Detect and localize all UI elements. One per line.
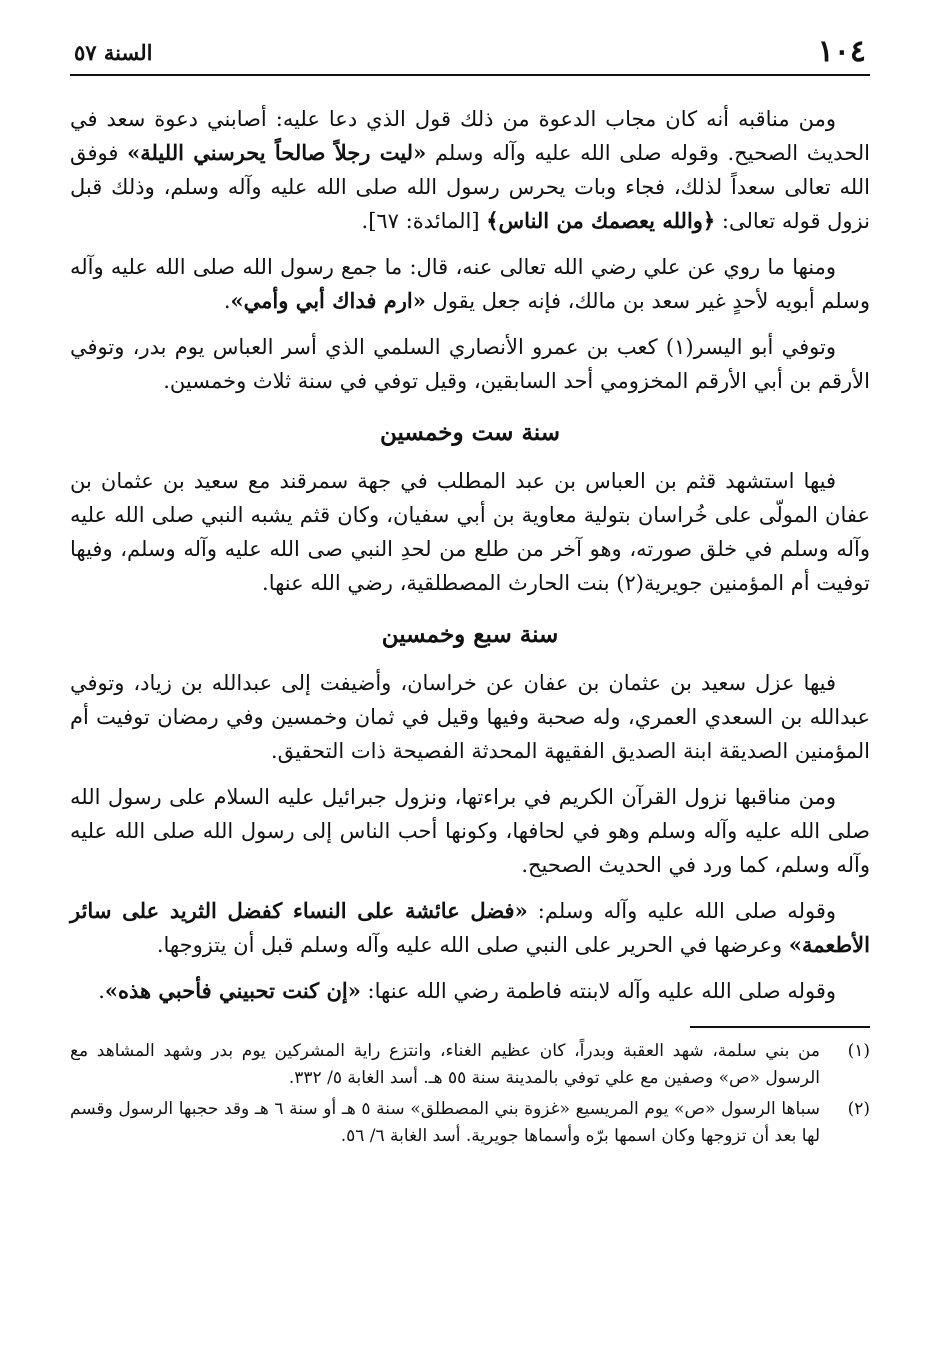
text-run: فيها عزل سعيد بن عثمان بن عفان عن خراسان، وأضيفت إلى عبدالله بن زياد، وتوفي عبدالله بن السعدي العمري، وله صحبة وفيها وقيل في ثمان وخمسين وفي رمضان توفيت أم المؤمنين الصديقة ابنة الصديق الفقيهة المحدثة الفصيحة ذات التحقيق. (70, 671, 870, 763)
book-page (70, 28, 870, 1154)
text-run: . (223, 289, 231, 313)
text-run: وقوله صلى الله عليه وآله وسلم: (527, 899, 836, 923)
text-run: وقوله صلى الله عليه وآله لابنته فاطمة رضي الله عنها: (360, 979, 836, 1003)
paragraph (70, 974, 870, 1008)
running-header (70, 28, 870, 72)
footnote-marker: (٢) (847, 1099, 870, 1119)
footnote-text: سباها الرسول «ص» يوم المريسيع «غزوة بني المصطلق» سنة ٥ هـ أو سنة ٦ هـ وقد حجبها الرسول وقسم لها بعد أن تزوجها وكان اسمها برّه وأسماها جويرية. أسد الغابة ٦/ ٥٦. (70, 1099, 821, 1146)
text-run: وعرضها في الحرير على النبي صلى الله عليه وآله وسلم قبل أن يتزوجها. (156, 933, 789, 957)
paragraph (70, 102, 870, 238)
header-rule (70, 74, 870, 76)
text-run: فيها استشهد قثم بن العباس بن عبد المطلب في جهة سمرقند مع سعيد بن عثمان بن عفان المولّى على خُراسان بتولية معاوية بن أبي سفيان، وكان قثم يشبه النبي صلى الله عليه وآله وسلم في خلق صورته، وهو آخر من طلع من لحدِ النبي صى الله عليه وآله وسلم، وفيها توفيت أم المؤمنين جويرية(٢) بنت الحارث المصطلقية، رضي الله عنها. (70, 469, 870, 595)
quoted-hadith: «ليت رجلاً صالحاً يحرسني الليلة» (127, 140, 427, 165)
text-run: ومنها ما روي عن علي رضي الله تعالى عنه، قال: ما جمع رسول الله صلى الله عليه وآله وسلم أبويه لأحدٍ غير سعد بن مالك، فإنه جعل يقول (70, 255, 870, 313)
text-run: وتوفي أبو اليسر(١) كعب بن عمرو الأنصاري السلمي الذي أسر العباس يوم بدر، وتوفي الأرقم بن أبي الأرقم المخزومي أحد السابقين، وقيل توفي في سنة ثلاث وخمسين. (70, 335, 870, 393)
footnote (70, 1038, 870, 1092)
section-heading: سنة سبع وخمسين (381, 621, 559, 648)
text-run: . (98, 979, 105, 1003)
page-number: ١٠٤ (817, 34, 866, 69)
text-run: ومن مناقبه أنه كان مجاب الدعوة من ذلك قول الذي دعا عليه: أصابني دعوة سعد في الحديث الصحيح. وقوله صلى الله عليه وآله وسلم (70, 107, 870, 165)
quoted-hadith: «ارم فداك أبي وأمي» (230, 288, 426, 313)
paragraph (70, 250, 870, 318)
footnote-rule (690, 1026, 870, 1028)
paragraph (70, 464, 870, 600)
footnotes (70, 1038, 870, 1150)
paragraph (70, 666, 870, 768)
paragraph (70, 894, 870, 962)
footnote-text: من بني سلمة، شهد العقبة وبدراً، كان عظيم الغناء، وانتزع راية المشركين يوم بدر وشهد المشاهد مع الرسول «ص» وصفين مع علي توفي بالمدينة سنة ٥٥ هـ. أسد الغابة ٥/ ٣٣٢. (70, 1041, 820, 1088)
quoted-hadith: «فضل عائشة على النساء كفضل الثريد على سائر الأطعمة» (70, 898, 870, 957)
footnote-marker: (١) (847, 1041, 870, 1061)
text-run: [المائدة: ٦٧]. (361, 209, 487, 233)
section-heading: سنة ست وخمسين (379, 419, 560, 446)
main-text (70, 102, 870, 1008)
text-run: فوفق الله تعالى سعداً لذلك، فجاء وبات يحرس رسول الله صلى الله عليه وآله وسلم، وذلك قبل نزول قوله تعالى: (70, 141, 870, 233)
paragraph (70, 780, 870, 882)
running-title: السنة ٥٧ (74, 40, 153, 65)
paragraph (70, 330, 870, 398)
quoted-hadith: «إن كنت تحبيني فأحبي هذه» (104, 978, 361, 1003)
text-run: ومن مناقبها نزول القرآن الكريم في براءتها، ونزول جبرائيل عليه السلام على رسول الله صلى الله عليه وآله وسلم وهو في لحافها، وكونها أحب الناس إلى رسول الله صلى الله عليه وآله وسلم، كما ورد في الحديث الصحيح. (70, 785, 870, 877)
quran-verse: ﴿والله يعصمك من الناس﴾ (486, 208, 716, 233)
footnote (70, 1096, 870, 1150)
